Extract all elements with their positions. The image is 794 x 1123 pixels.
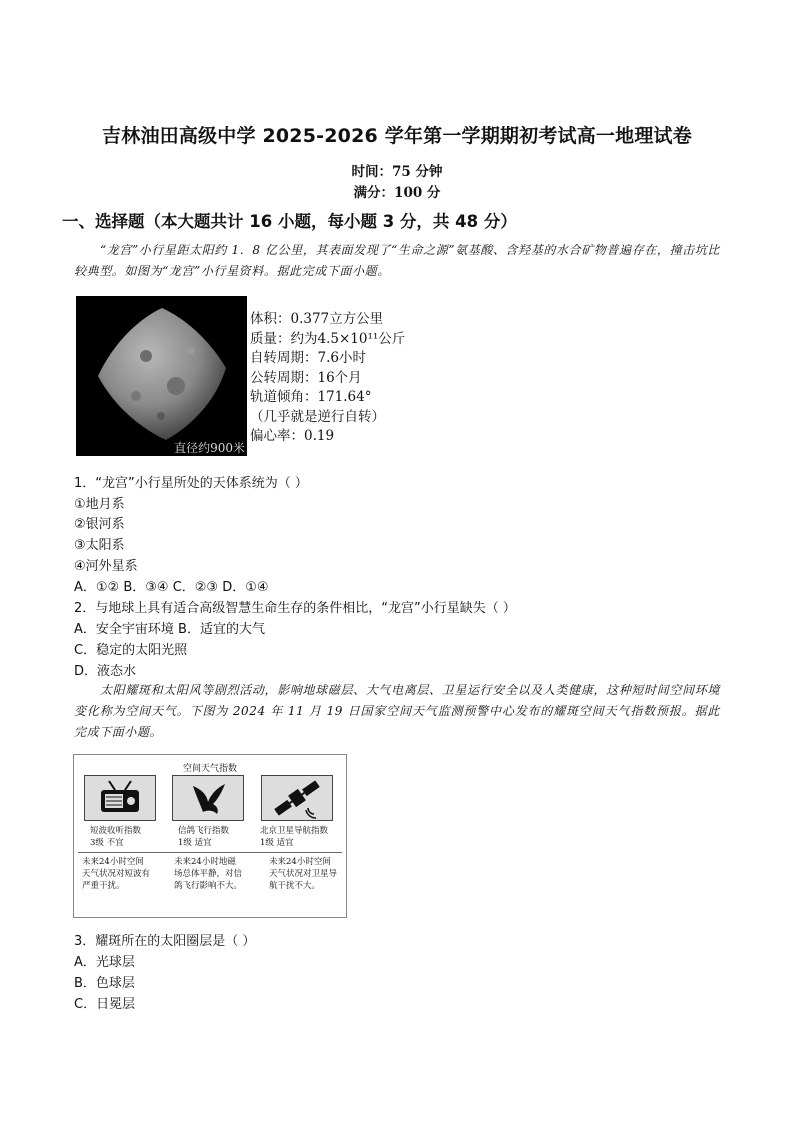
radio-label-level: 3级 不宜 <box>90 838 124 848</box>
asteroid-info <box>250 310 405 447</box>
q2-option: C．稳定的太阳光照 <box>74 643 188 658</box>
pigeon-label <box>178 825 229 849</box>
asteroid-rotation: 自转周期：7.6小时 <box>250 350 366 366</box>
q2-option: A．安全宇宙环境 B．适宜的大气 <box>74 622 265 637</box>
asteroid-mass: 质量：约为4.5×10¹¹公斤 <box>250 330 406 347</box>
asteroid-eccentricity: 偏心率：0.19 <box>250 428 335 444</box>
radio-label <box>90 825 141 849</box>
satellite-icon <box>262 776 332 820</box>
q1-options: A．①② B．③④ C．②③ D．①④ <box>74 580 269 595</box>
satellite-label-level: 1级 适宜 <box>260 838 294 848</box>
passage-1-text: “龙宫”小行星距太阳约 1．8 亿公里，其表面发现了“生命之源”氨基酸、含羟基的水合矿物普遍存在，撞击坑比较典型。如图为“龙宫”小行星资料。据此完成下面小题。 <box>74 243 720 278</box>
q1-item: ④河外星系 <box>74 559 138 574</box>
pigeon-label-name: 信鸽飞行指数 <box>178 826 230 836</box>
asteroid-inclination: 轨道倾角：171.64° <box>250 389 372 405</box>
radio-icon <box>85 776 155 820</box>
satellite-desc: 未来24小时空间天气状况对卫星导航干扰不大。 <box>269 857 338 891</box>
passage-2 <box>74 680 720 743</box>
space-weather-divider <box>78 852 342 853</box>
pigeon-card <box>172 775 244 821</box>
q1-item: ③太阳系 <box>74 538 125 553</box>
satellite-label <box>260 825 328 849</box>
q3-option: A．光球层 <box>74 955 135 970</box>
q3-option: B．色球层 <box>74 976 135 991</box>
asteroid-volume: 体积：0.377立方公里 <box>250 311 384 327</box>
satellite-card <box>261 775 333 821</box>
radio-desc: 未来24小时空间天气状况对短波有严重干扰。 <box>82 857 151 891</box>
q1-item: ②银河系 <box>74 517 125 532</box>
asteroid-image-icon <box>76 296 247 456</box>
q2-option: D．液态水 <box>74 664 137 679</box>
section-heading: 一、选择题（本大题共计 16 小题，每小题 3 分，共 48 分） <box>62 212 517 231</box>
asteroid-photo <box>76 296 247 456</box>
exam-score: 满分：100 分 <box>353 185 441 201</box>
satellite-label-name: 北京卫星导航指数 <box>260 826 329 836</box>
q1-item: ①地月系 <box>74 497 125 512</box>
passage-1 <box>74 240 720 282</box>
space-weather-title: 空间天气指数 <box>182 764 237 774</box>
q3-option: C．日冕层 <box>74 997 136 1012</box>
q2-stem: 2．与地球上具有适合高级智慧生命生存的条件相比，“龙宫”小行星缺失（ ） <box>74 601 516 616</box>
exam-time: 时间：75 分钟 <box>351 164 443 180</box>
q1-stem: 1．“龙宫”小行星所处的天体系统为（ ） <box>74 476 308 491</box>
q3-stem: 3．耀斑所在的太阳圈层是（ ） <box>74 934 256 949</box>
passage-2-text: 太阳耀斑和太阳风等剧烈活动，影响地球磁层、大气电离层、卫星运行安全以及人类健康，这种短时间空间环境变化称为空间天气。下图为 2024 年 11 月 19 日国家空间天气监测预警中心发布的耀斑空间天气指数预报。据此完成下面小题。 <box>74 683 720 739</box>
pigeon-label-level: 1级 适宜 <box>178 838 212 848</box>
asteroid-note: （几乎就是逆行自转） <box>250 408 385 425</box>
space-weather-figure <box>73 754 347 918</box>
radio-card <box>84 775 156 821</box>
asteroid-revolution: 公转周期：16个月 <box>250 369 362 386</box>
exam-title: 吉林油田高级中学 2025-2026 学年第一学期期初考试高一地理试卷 <box>102 125 692 147</box>
pigeon-desc: 未来24小时地磁场总体平静，对信鸽飞行影响不大。 <box>174 857 243 891</box>
pigeon-icon <box>173 776 243 820</box>
asteroid-caption: 直径约900米 <box>174 441 245 455</box>
radio-label-name: 短波收听指数 <box>90 826 142 836</box>
